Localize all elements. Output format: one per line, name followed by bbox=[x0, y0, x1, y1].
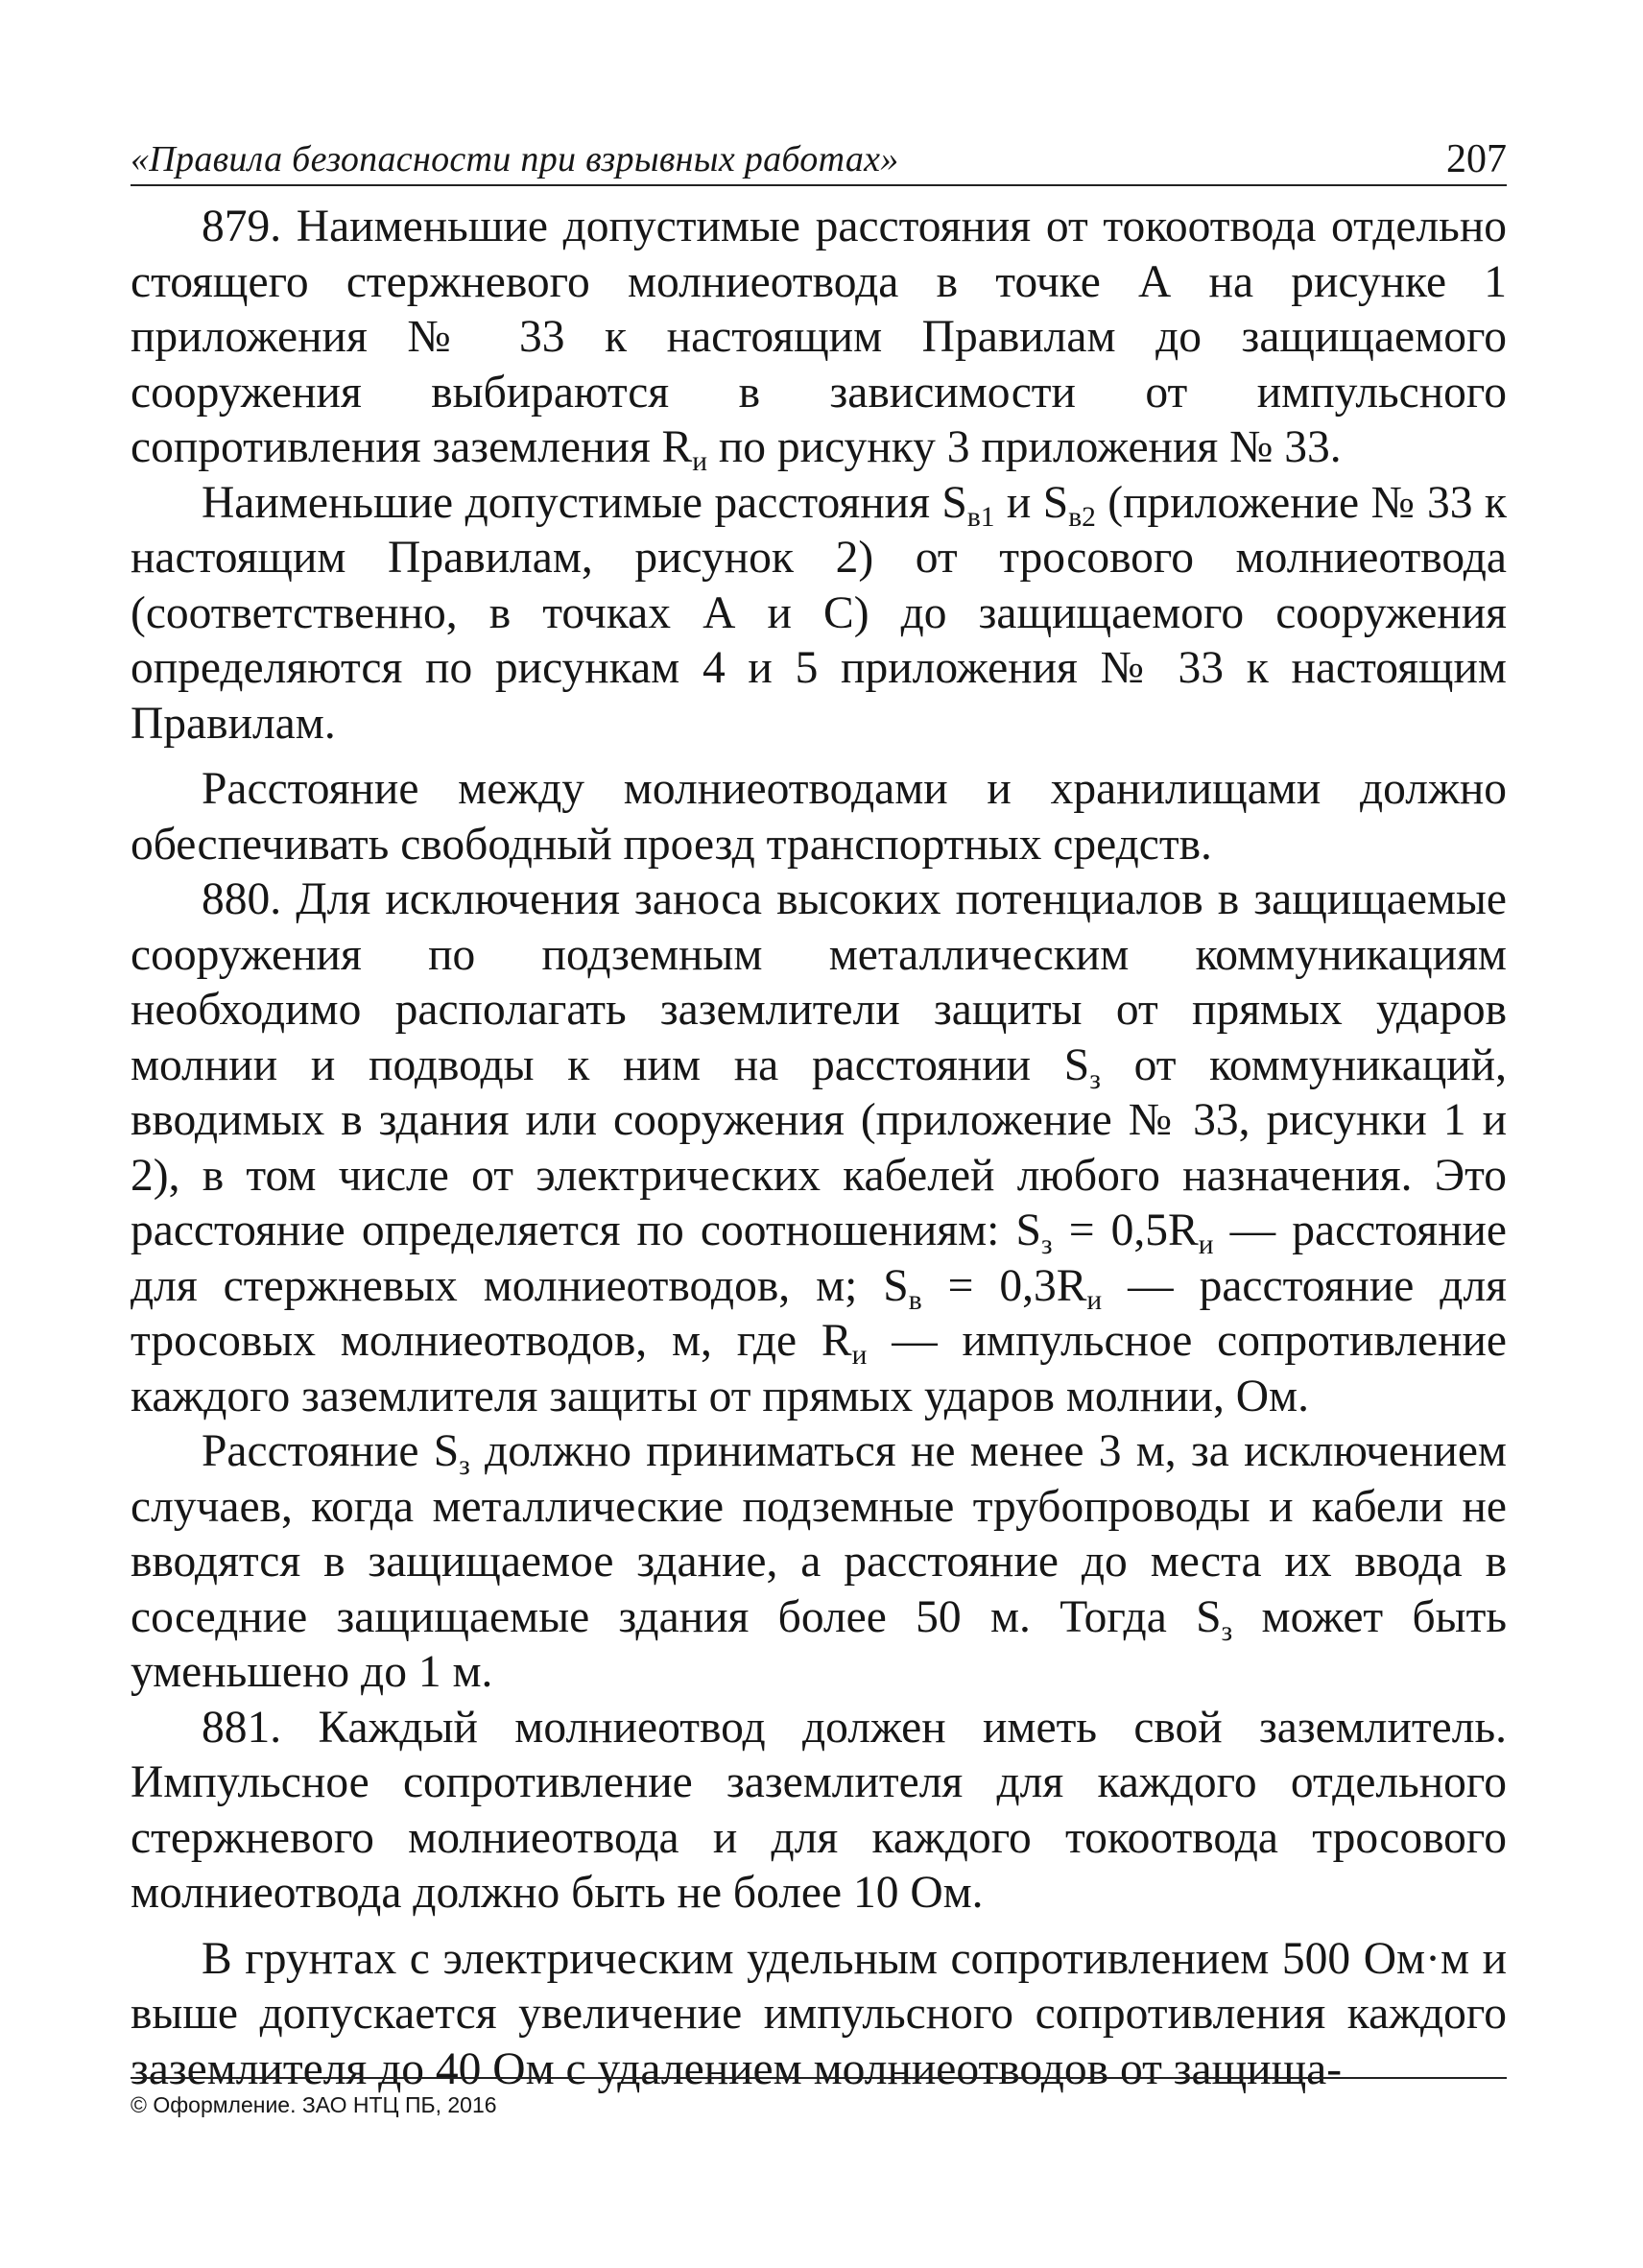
subscript: в bbox=[908, 1284, 922, 1316]
page-footer bbox=[131, 2077, 1507, 2118]
paragraph bbox=[131, 872, 1507, 1424]
text-segment: Расстояние S bbox=[202, 1426, 460, 1476]
text-segment: 880. Для исключения заноса высоких потенциалов в защищаемые сооружения по подземным металлическим коммуникациям необходимо располагать заземлители защиты от прямых ударов молнии и подводы к ним на расстоянии S bbox=[131, 874, 1507, 1090]
paragraph bbox=[131, 200, 1507, 476]
text-segment: В грунтах с электрическим удельным сопротивлением 500 Ом·м и выше допускается увеличение импульсного сопротивления каждого заземлителя до 40 Ом с удалением молниеотводов от защища- bbox=[131, 1933, 1507, 2094]
subscript: в2 bbox=[1068, 501, 1096, 533]
text-segment: — расстояние для тросовых молниеотводов, м, где R bbox=[131, 1260, 1507, 1366]
text-segment: 881. Каждый молниеотвод должен иметь свой заземлитель. Импульсное сопротивление заземлителя для каждого отдельного стержневого молниеотвода и для каждого токоотвода тросового молниеотвода должно быть не более 10 Ом. bbox=[131, 1702, 1507, 1918]
paragraph bbox=[131, 1932, 1507, 2098]
paragraph bbox=[131, 1424, 1507, 1701]
paragraph bbox=[131, 1701, 1507, 1922]
text-segment: — расстояние для стержневых молниеотводов, м; S bbox=[131, 1206, 1507, 1311]
subscript: и bbox=[692, 445, 708, 477]
text-segment: = 0,3R bbox=[921, 1260, 1087, 1311]
text-segment: Наименьшие допустимые расстояния S bbox=[202, 477, 967, 528]
page-body bbox=[131, 200, 1507, 2097]
subscript: з bbox=[459, 1449, 470, 1481]
text-segment: должно приниматься не менее 3 м, за исключением случаев, когда металлические подземные трубопроводы и кабели не вводятся в защищаемое здание, а расстояние до места их ввода в соседние защищаемые здания более 50 м. Тогда S bbox=[131, 1426, 1507, 1642]
text-segment: 879. Наименьшие допустимые расстояния от токоотвода отдельно стоящего стержневого молниеотвода в точке А на рисунке 1 приложения № 33 к настоящим Правилам до защищаемого сооружения выбираются в зависимости от импульсного сопротивления заземления R bbox=[131, 202, 1507, 472]
text-segment: Расстояние между молниеотводами и хранилищами должно обеспечивать свободный проезд транспортных средств. bbox=[131, 764, 1507, 870]
subscript: з bbox=[1089, 1063, 1101, 1095]
subscript: и bbox=[1198, 1229, 1214, 1260]
paragraph bbox=[131, 476, 1507, 752]
text-segment: (приложение № 33 к настоящим Правилам, рисунок 2) от тросового молниеотвода (соответственно, в точках А и С) до защищаемого сооружения определяются по рисункам 4 и 5 приложения № 33 к настоящим Правилам. bbox=[131, 477, 1507, 749]
text-segment: = 0,5R bbox=[1052, 1206, 1199, 1255]
text-segment: и S bbox=[994, 477, 1069, 528]
text-segment: от коммуникаций, вводимых в здания или сооружения (приложение № 33, рисунки 1 и 2), в том числе от электрических кабелей любого назначения. Это расстояние определяется по соотношениям: S bbox=[131, 1039, 1507, 1255]
subscript: и bbox=[851, 1339, 868, 1371]
paragraph bbox=[131, 762, 1507, 872]
subscript: з bbox=[1040, 1229, 1053, 1260]
text-segment: может быть уменьшено до 1 м. bbox=[131, 1591, 1507, 1697]
subscript: з bbox=[1221, 1615, 1233, 1647]
page-number: 207 bbox=[1446, 137, 1507, 181]
subscript: и bbox=[1086, 1284, 1103, 1316]
subscript: в1 bbox=[966, 501, 995, 533]
page-header bbox=[131, 125, 1507, 186]
running-title: «Правила безопасности при взрывных работах» bbox=[131, 139, 899, 179]
copyright-notice: © Оформление. ЗАО НТЦ ПБ, 2016 bbox=[131, 2092, 497, 2117]
text-segment: по рисунку 3 приложения № 33. bbox=[707, 422, 1342, 472]
text-segment: — импульсное сопротивление каждого заземлителя защиты от прямых ударов молнии, Ом. bbox=[131, 1316, 1507, 1421]
